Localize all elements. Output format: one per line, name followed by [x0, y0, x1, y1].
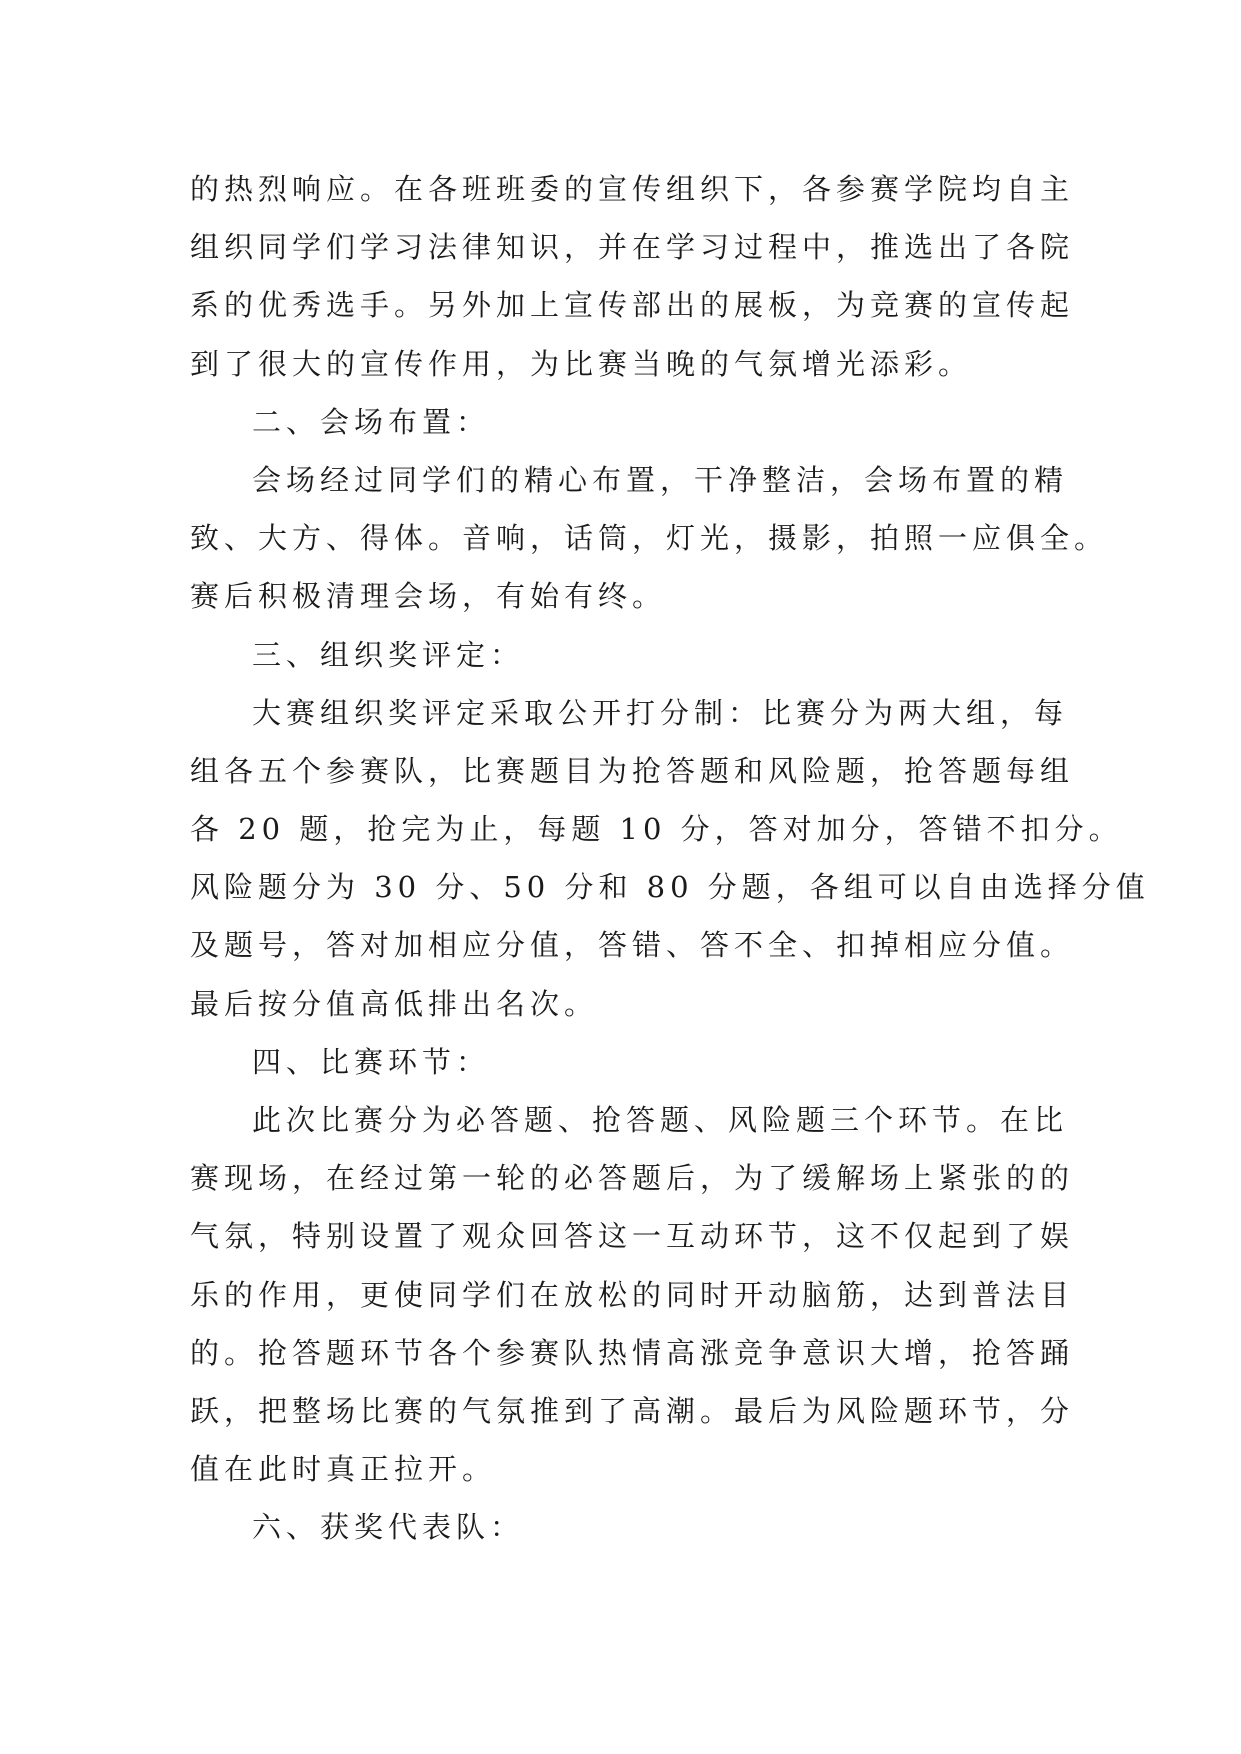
document-body — [190, 160, 1150, 1557]
paragraph-line: 大赛组织奖评定采取公开打分制：比赛分为两大组，每 — [252, 695, 1069, 730]
paragraph-line: 乐的作用，更使同学们在放松的同时开动脑筋，达到普法目 — [190, 1277, 1075, 1312]
paragraph-line: 的。抢答题环节各个参赛队热情高涨竞争意识大增，抢答踊 — [190, 1335, 1075, 1370]
paragraph-line: 会场经过同学们的精心布置，干净整洁，会场布置的精 — [252, 462, 1069, 497]
section-heading: 二、会场布置： — [252, 404, 491, 439]
paragraph-line: 各 20 题，抢完为止，每题 10 分，答对加分，答错不扣分。 — [190, 812, 1123, 847]
section-heading: 四、比赛环节： — [252, 1044, 491, 1079]
paragraph-line: 到了很大的宣传作用，为比赛当晚的气氛增光添彩。 — [190, 346, 973, 381]
section-heading: 六、获奖代表队： — [252, 1510, 525, 1545]
paragraph-line: 赛后积极清理会场，有始有终。 — [190, 579, 667, 614]
paragraph-line: 及题号，答对加相应分值，答错、答不全、扣掉相应分值。 — [190, 928, 1075, 963]
paragraph-line: 组织同学们学习法律知识，并在学习过程中，推选出了各院 — [190, 230, 1075, 265]
paragraph-line: 的热烈响应。在各班班委的宣传组织下，各参赛学院均自主 — [190, 172, 1075, 206]
paragraph-line: 组各五个参赛队，比赛题目为抢答题和风险题，抢答题每组 — [190, 753, 1075, 788]
paragraph-line: 致、大方、得体。音响，话筒，灯光，摄影，拍照一应俱全。 — [190, 521, 1109, 556]
paragraph-line: 气氛，特别设置了观众回答这一互动环节，这不仅起到了娱 — [190, 1219, 1075, 1254]
paragraph-line: 跃，把整场比赛的气氛推到了高潮。最后为风险题环节，分 — [190, 1393, 1075, 1428]
paragraph-line: 风险题分为 30 分、50 分和 80 分题，各组可以自由选择分值 — [190, 870, 1150, 905]
paragraph-line: 赛现场，在经过第一轮的必答题后，为了缓解场上紧张的的 — [190, 1161, 1075, 1196]
paragraph-line: 此次比赛分为必答题、抢答题、风险题三个环节。在比 — [252, 1103, 1069, 1137]
paragraph-line: 系的优秀选手。另外加上宣传部出的展板，为竞赛的宣传起 — [190, 288, 1075, 323]
paragraph-line: 最后按分值高低排出名次。 — [190, 986, 599, 1021]
section-heading: 三、组织奖评定： — [252, 637, 525, 672]
paragraph-line: 值在此时真正拉开。 — [190, 1452, 497, 1487]
